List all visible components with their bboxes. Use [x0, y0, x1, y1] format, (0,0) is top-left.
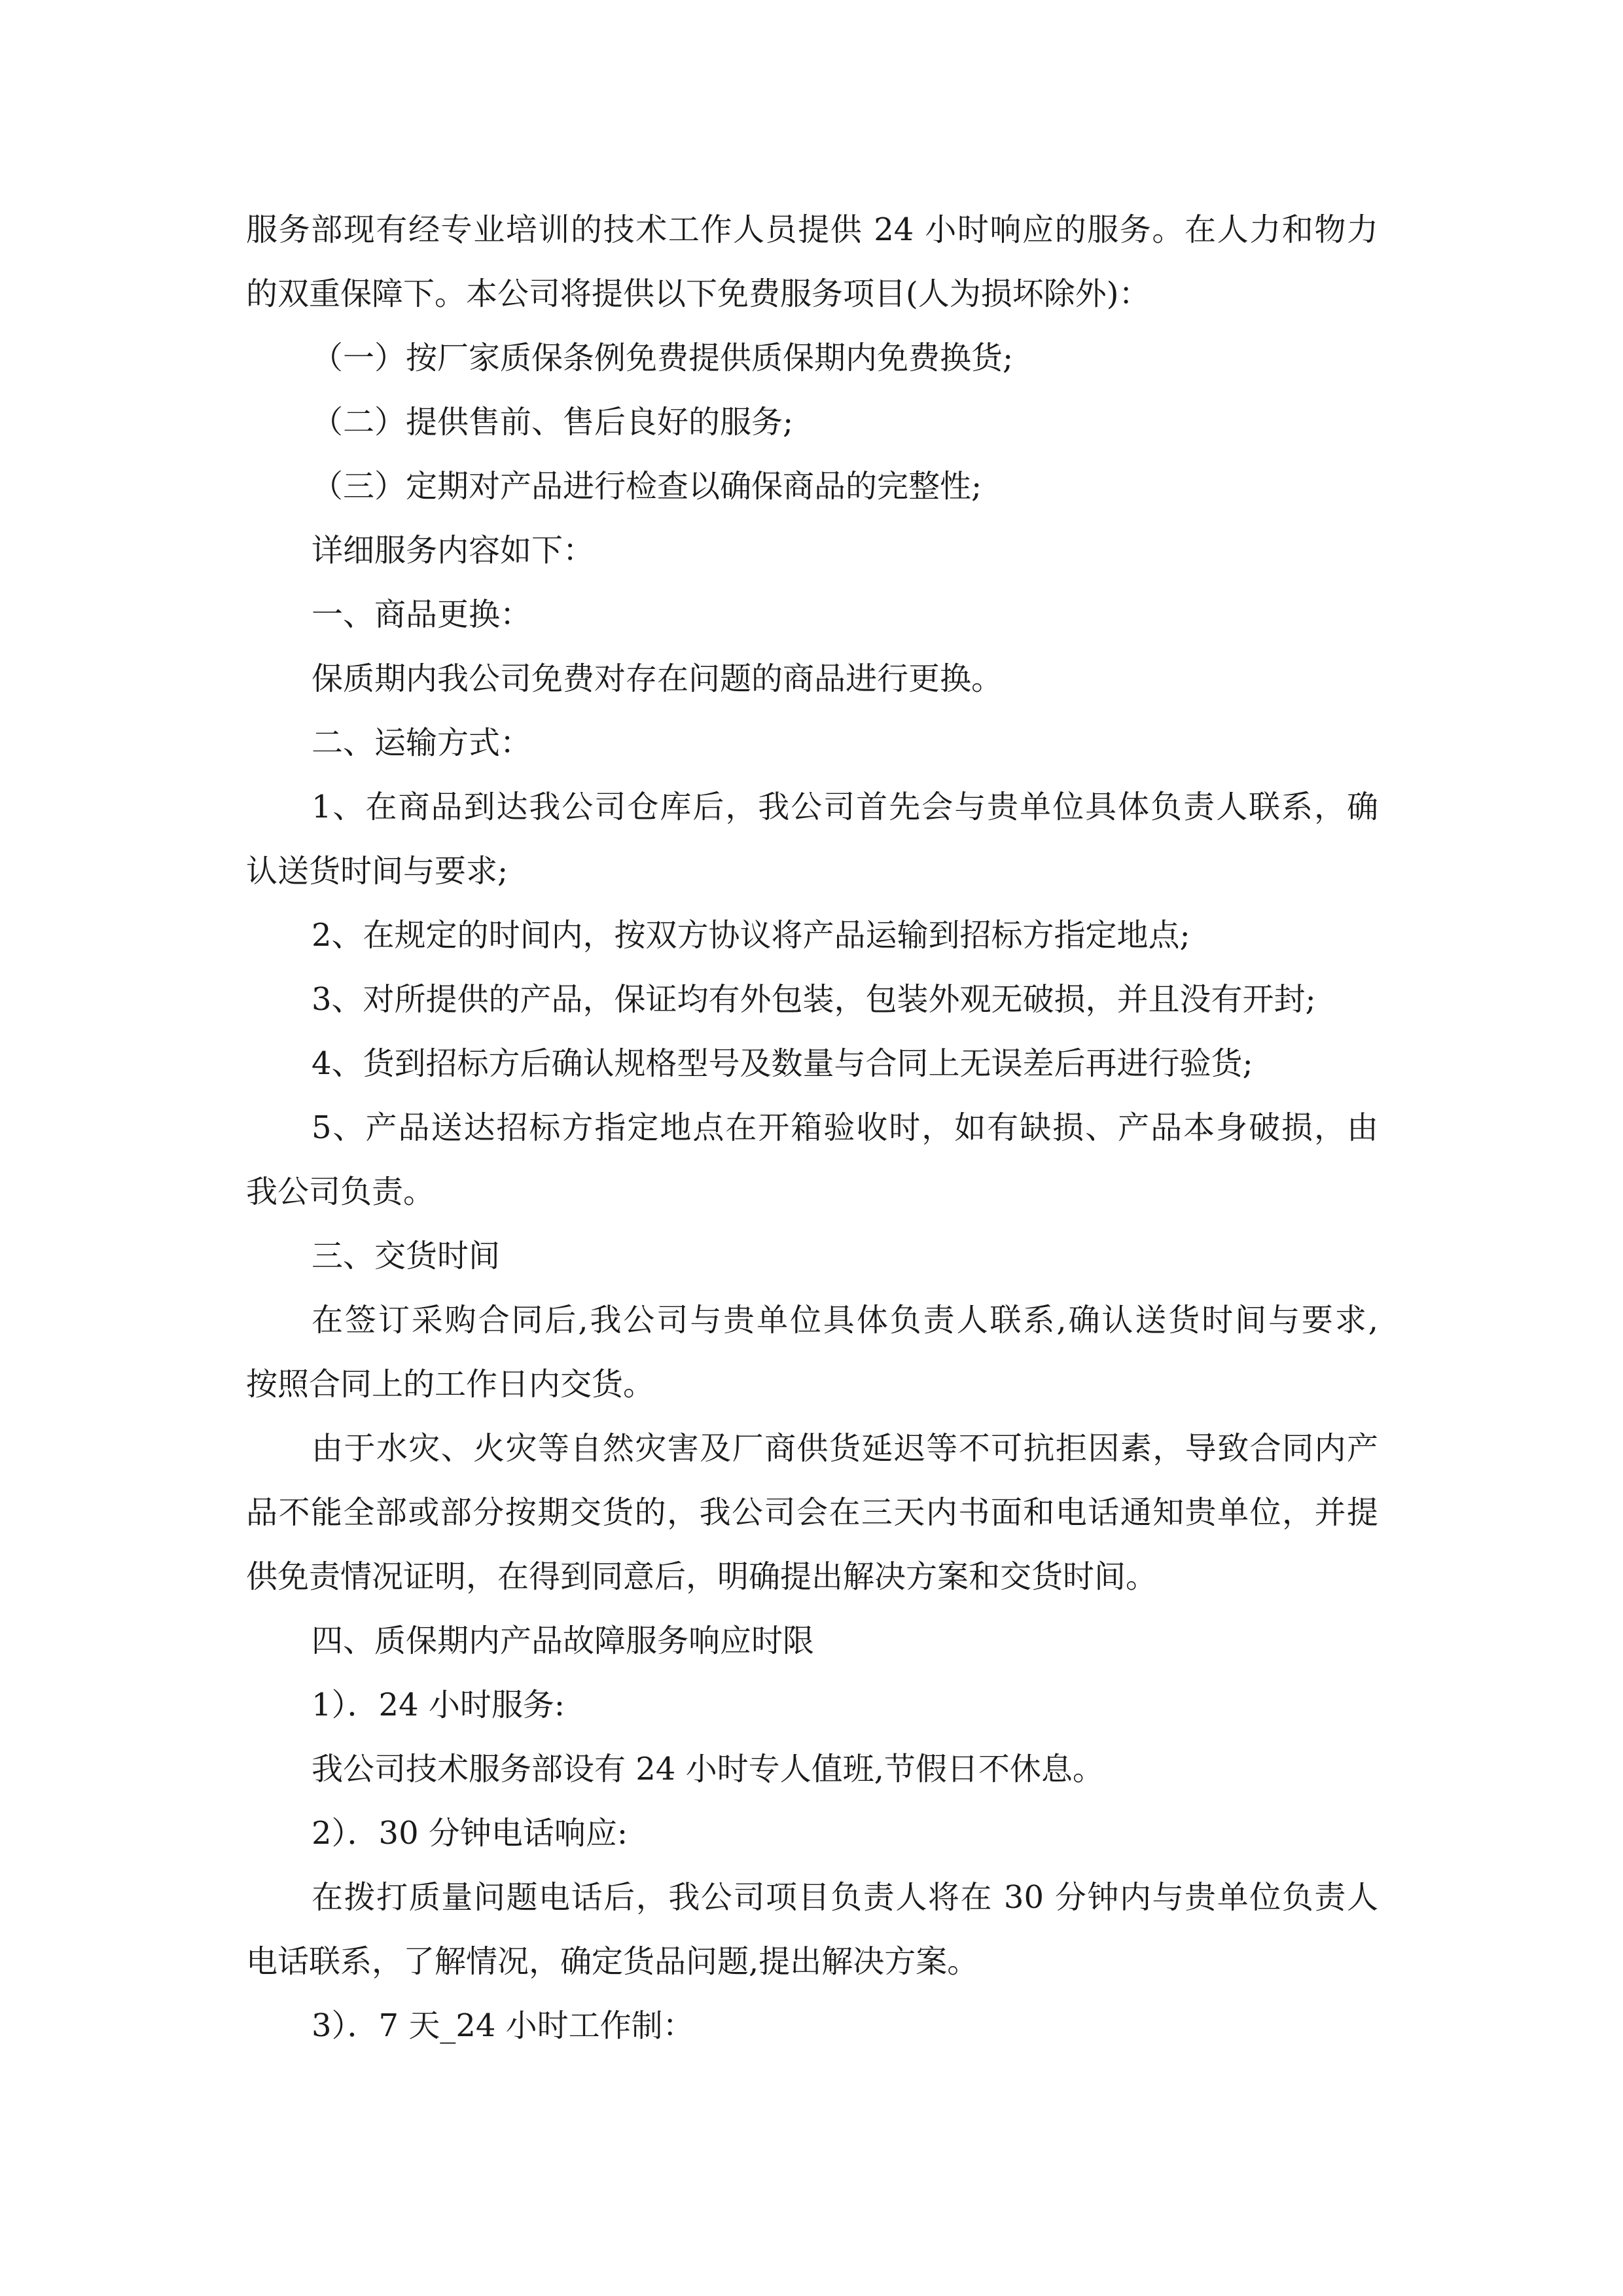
paragraph-line: 电话联系，了解情况，确定货品问题,提出解决方案。: [246, 1943, 979, 1980]
paragraph-line: 我公司技术服务部设有 24 小时专人值班,节假日不休息。: [312, 1751, 1104, 1787]
list-item: （三）定期对产品进行检查以确保商品的完整性;: [312, 468, 982, 505]
section-heading: 三、交货时间: [312, 1238, 501, 1274]
list-item: 1、在商品到达我公司仓库后，我公司首先会与贵单位具体负责人联系，确: [312, 789, 1378, 825]
subsection-heading: 1）．24 小时服务:: [312, 1687, 565, 1723]
list-item: 4、货到招标方后确认规格型号及数量与合同上无误差后再进行验货;: [312, 1045, 1253, 1082]
section-heading: 二、运输方式：: [312, 725, 532, 761]
document-body: [246, 198, 1378, 2058]
paragraph-line: 由于水灾、火灾等自然灾害及厂商供货延迟等不可抗拒因素，导致合同内产: [312, 1430, 1378, 1467]
paragraph-line: 服务部现有经专业培训的技术工作人员提供 24 小时响应的服务。在人力和物力: [246, 211, 1378, 248]
list-item: （一）按厂家质保条例免费提供质保期内免费换货;: [312, 340, 1014, 376]
paragraph-line: 的双重保障下。本公司将提供以下免费服务项目(人为损坏除外)：: [246, 276, 1150, 312]
list-item: 5、产品送达招标方指定地点在开箱验收时，如有缺损、产品本身破损，由: [312, 1109, 1378, 1146]
subsection-heading: 3）．7 天_24 小时工作制：: [312, 2007, 694, 2044]
list-item: 2、在规定的时间内，按双方协议将产品运输到招标方指定地点;: [312, 917, 1190, 954]
section-heading: 四、质保期内产品故障服务响应时限: [312, 1623, 815, 1659]
paragraph-line: 保质期内我公司免费对存在问题的商品进行更换。: [312, 660, 1003, 697]
paragraph-line: 品不能全部或部分按期交货的，我公司会在三天内书面和电话通知贵单位，并提: [246, 1494, 1378, 1531]
paragraph-line: 认送货时间与要求;: [246, 853, 508, 889]
paragraph-line: 供免责情况证明，在得到同意后，明确提出解决方案和交货时间。: [246, 1558, 1158, 1595]
list-item: （二）提供售前、售后良好的服务;: [312, 404, 794, 440]
paragraph-line: 在拨打质量问题电话后，我公司项目负责人将在 30 分钟内与贵单位负责人: [312, 1879, 1378, 1916]
list-item: 3、对所提供的产品，保证均有外包装，包装外观无破损，并且没有开封;: [312, 981, 1316, 1018]
paragraph-line: 在签订采购合同后,我公司与贵单位具体负责人联系,确认送货时间与要求,: [312, 1302, 1378, 1338]
paragraph-line: 详细服务内容如下：: [312, 532, 595, 569]
paragraph-line: 我公司负责。: [246, 1174, 435, 1210]
paragraph-line: 按照合同上的工作日内交货。: [246, 1366, 655, 1403]
section-heading: 一、商品更换：: [312, 596, 532, 633]
subsection-heading: 2）．30 分钟电话响应:: [312, 1815, 628, 1852]
